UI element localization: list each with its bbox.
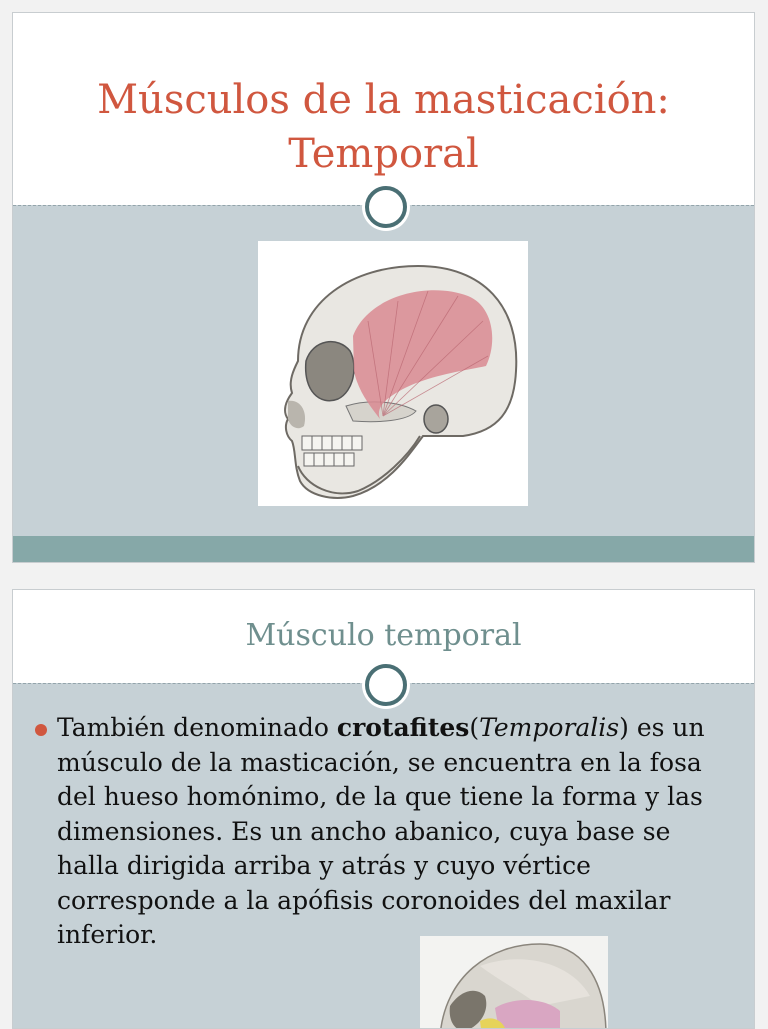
bold-term: crotafites (336, 713, 470, 742)
bullet-text (57, 711, 735, 953)
title-area (13, 13, 754, 205)
title-line-2: Temporal (288, 131, 479, 177)
text-part: ( (469, 713, 480, 742)
bullet-dot-icon (35, 724, 47, 736)
text-part: También denominado (57, 713, 337, 742)
text-part: ) es un músculo de la masticación, se encuentra en la fosa del hueso homónimo, de la que tiene la forma y las dimensiones. Es un ancho abanico, cuya base se halla dirigida arriba y atrás y cuyo vértice corresponde a la apófisis coronoides del maxilar inferior. (57, 713, 705, 949)
italic-term: Temporalis (479, 713, 620, 742)
skull-image (258, 241, 528, 506)
title-line-1: Músculos de la masticación: (97, 77, 670, 123)
bullet-item (35, 711, 735, 953)
slide-title (13, 73, 754, 181)
skull-colored-illustration (420, 936, 608, 1029)
circle-ornament-icon (365, 186, 407, 228)
footer-band (13, 536, 754, 562)
slide-title: Músculo temporal (245, 618, 522, 653)
slide-2 (12, 589, 755, 1029)
skull-temporal-illustration (258, 241, 528, 506)
circle-ornament-icon (365, 664, 407, 706)
slide-1 (12, 12, 755, 563)
skull-image-partial (420, 936, 608, 1029)
